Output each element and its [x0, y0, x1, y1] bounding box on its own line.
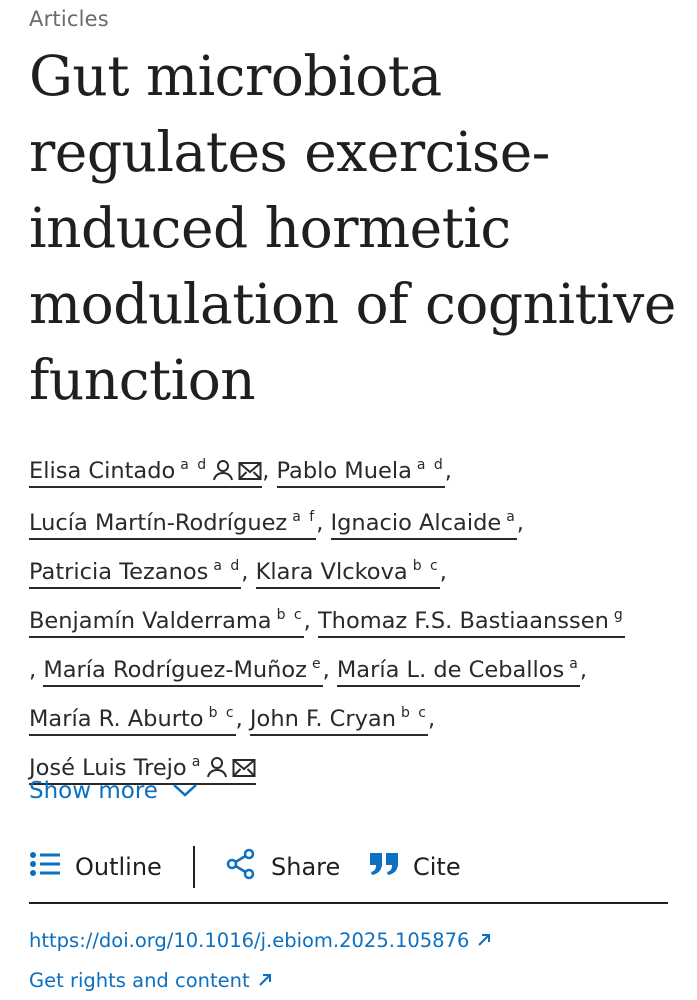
envelope-icon: [232, 750, 256, 793]
show-more-button[interactable]: [29, 778, 198, 804]
author-name: María R. Aburto: [29, 706, 204, 732]
quote-icon: [369, 852, 413, 882]
author-link[interactable]: [331, 510, 517, 540]
cite-label: Cite: [413, 853, 461, 881]
author-link[interactable]: [337, 657, 580, 687]
author-name: John F. Cryan: [249, 706, 396, 732]
separator: ,: [241, 559, 249, 585]
author-link[interactable]: [318, 608, 625, 638]
doi-text: https://doi.org/10.1016/j.ebiom.2025.105876: [29, 928, 470, 952]
affiliation-superscript: a: [569, 656, 580, 672]
outline-label: Outline: [75, 853, 162, 881]
affiliation-superscript: b c: [412, 558, 440, 574]
author-name: Klara Vlckova: [255, 559, 408, 585]
share-button[interactable]: [225, 846, 340, 888]
cite-button[interactable]: [369, 846, 461, 888]
separator: ,: [316, 510, 324, 536]
toolbar-divider: [193, 846, 195, 888]
article-links: [29, 922, 491, 998]
separator: ,: [262, 458, 270, 484]
author-name: Lucía Martín-Rodríguez: [29, 510, 288, 536]
doi-link[interactable]: [29, 922, 491, 958]
share-icon: [225, 848, 271, 886]
list-icon: [29, 851, 75, 883]
envelope-icon: [238, 453, 262, 496]
article-toolbar: [29, 846, 668, 904]
affiliation-superscript: a d: [180, 457, 209, 473]
author-name: María Rodríguez-Muñoz: [43, 657, 307, 683]
author-link[interactable]: [250, 706, 428, 736]
arrow-up-right-icon: [469, 929, 491, 952]
author-link[interactable]: [29, 608, 304, 638]
author-link[interactable]: [29, 559, 241, 589]
show-more-label: Show more: [29, 778, 158, 804]
affiliation-superscript: a f: [292, 509, 317, 525]
arrow-up-right-icon: [250, 969, 272, 992]
separator: ,: [29, 657, 37, 683]
author-name: María L. de Ceballos: [336, 657, 565, 683]
author-name: Patricia Tezanos: [29, 559, 209, 585]
affiliation-superscript: b c: [208, 705, 236, 721]
author-link[interactable]: [277, 458, 445, 488]
person-icon: [206, 750, 228, 793]
affiliation-superscript: e: [311, 656, 323, 672]
affiliation-superscript: a d: [416, 457, 445, 473]
outline-button[interactable]: [29, 846, 162, 888]
separator: ,: [516, 510, 524, 536]
separator: ,: [444, 458, 452, 484]
author-list: [29, 444, 674, 793]
separator: ,: [322, 657, 330, 683]
rights-link[interactable]: [29, 962, 491, 998]
affiliation-superscript: a: [506, 509, 517, 525]
author-name: José Luis Trejo: [29, 755, 187, 781]
affiliation-superscript: b c: [276, 607, 304, 623]
author-link[interactable]: [29, 458, 262, 488]
rights-text: Get rights and content: [29, 968, 250, 992]
author-name: Ignacio Alcaide: [330, 510, 502, 536]
section-label: Articles: [29, 7, 109, 31]
author-link[interactable]: [29, 510, 316, 540]
author-name: Benjamín Valderrama: [29, 608, 272, 634]
affiliation-superscript: g: [613, 607, 625, 623]
author-link[interactable]: [29, 706, 236, 736]
author-link[interactable]: [43, 657, 322, 687]
affiliation-superscript: a: [191, 754, 203, 770]
article-title: Gut microbiota regulates exercise-induced hormetic modulation of cognitive function: [29, 44, 676, 412]
separator: ,: [303, 608, 311, 634]
separator: ,: [579, 657, 588, 683]
affiliation-superscript: b c: [400, 705, 428, 721]
separator: ,: [439, 559, 447, 585]
author-link[interactable]: [256, 559, 440, 589]
chevron-down-icon: [158, 778, 198, 804]
affiliation-superscript: a d: [213, 558, 242, 574]
person-icon: [212, 453, 234, 496]
author-name: Elisa Cintado: [29, 458, 176, 484]
author-name: Pablo Muela: [276, 458, 412, 484]
author-name: Thomaz F.S. Bastiaanssen: [317, 608, 609, 634]
separator: ,: [428, 706, 436, 732]
share-label: Share: [271, 853, 341, 881]
separator: ,: [235, 706, 243, 732]
